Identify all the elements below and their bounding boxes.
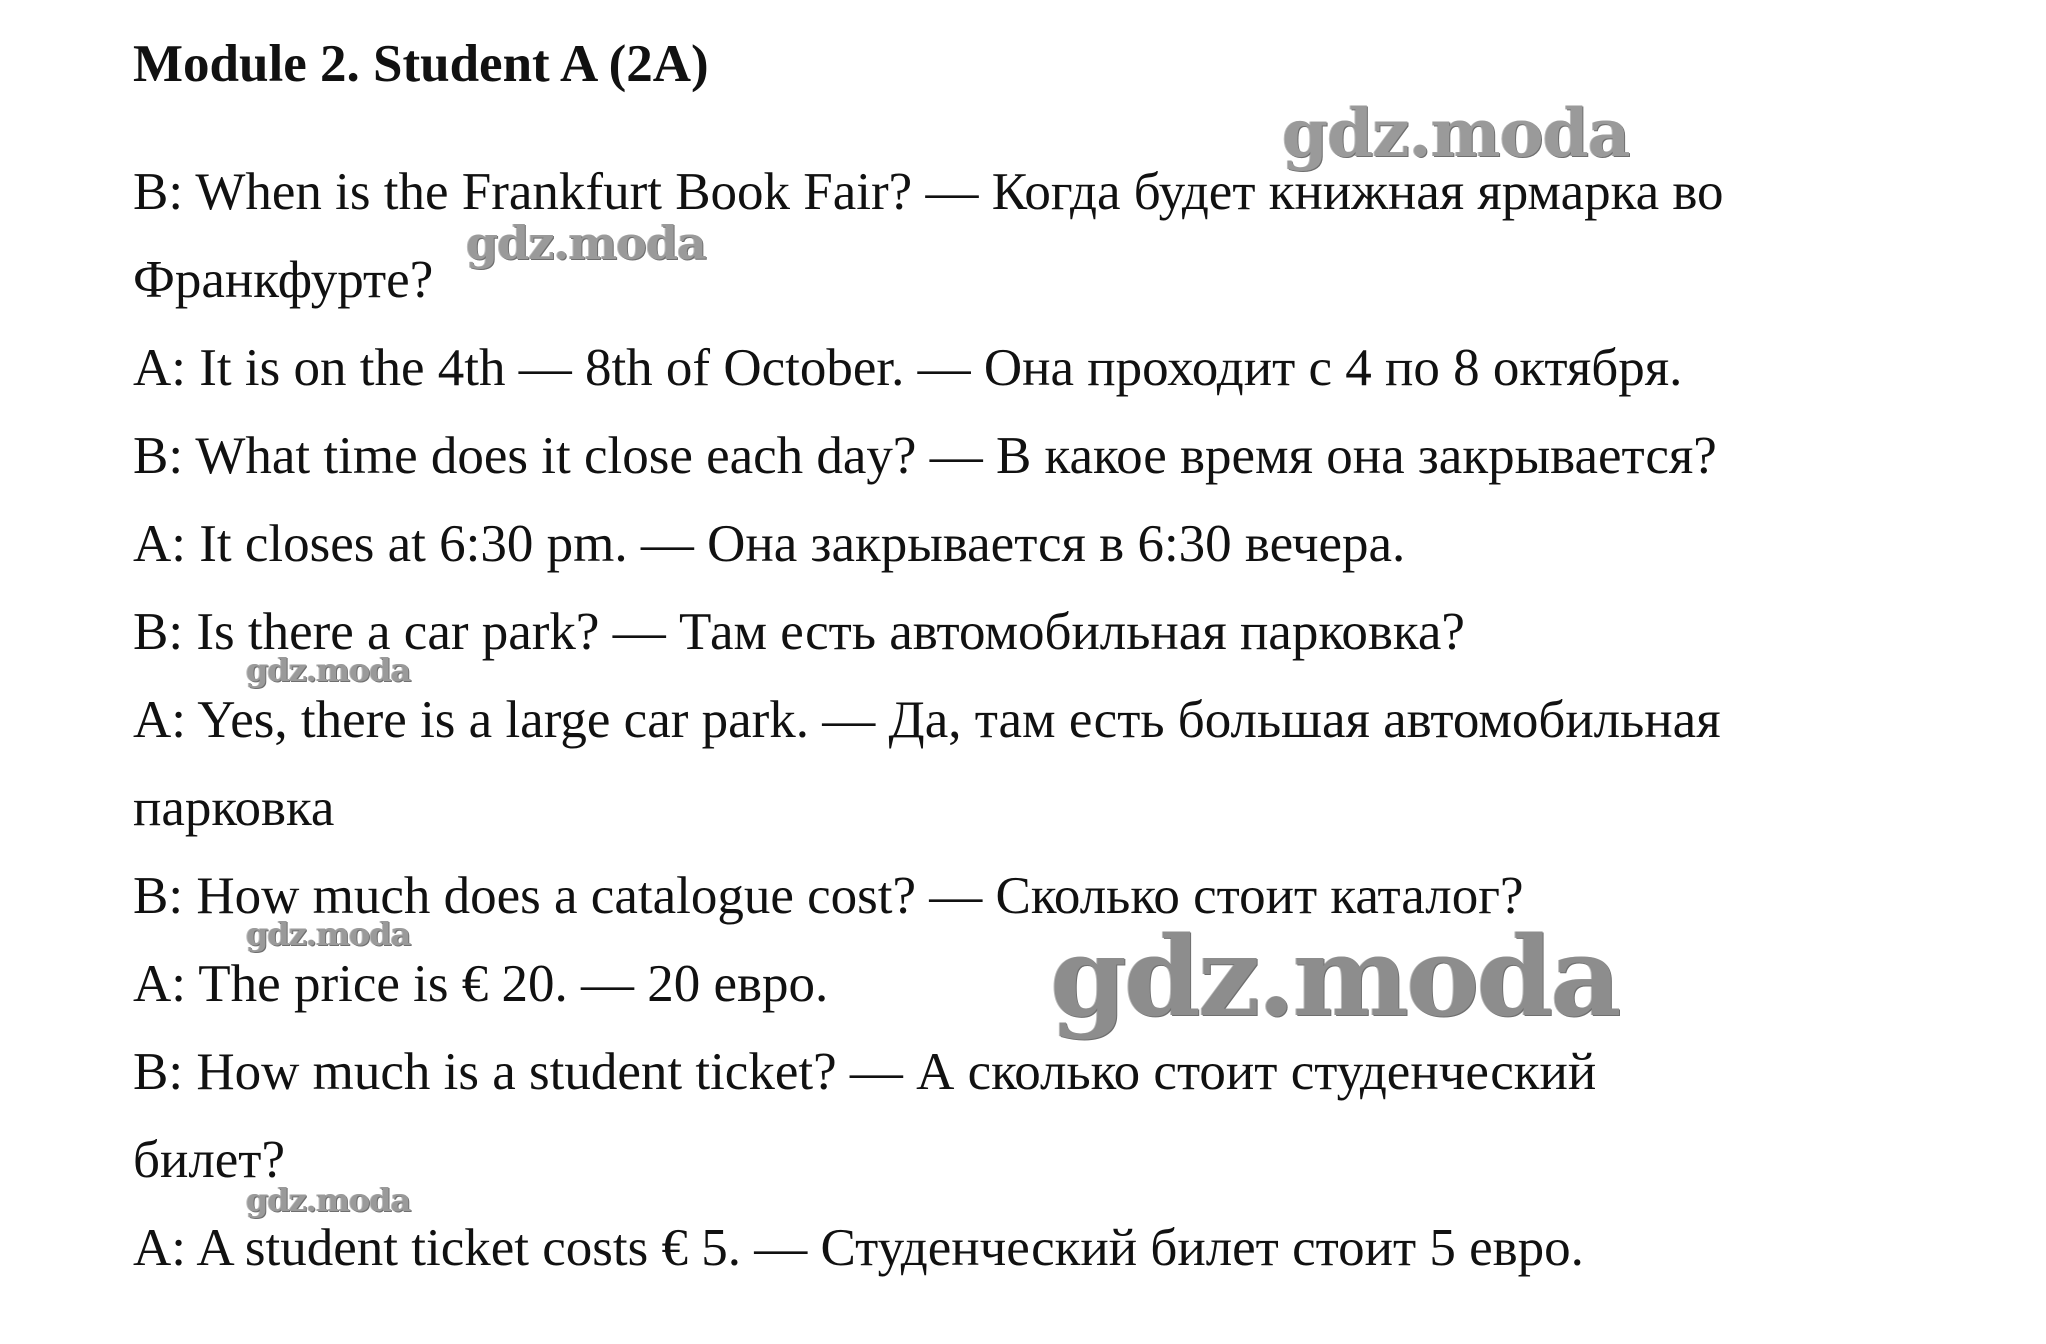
dialogue-line: Франкфурте? xyxy=(133,251,434,309)
dialogue-line: B: Is there a car park? — Там есть автомобильная парковка? xyxy=(133,603,1465,661)
watermark-logo: gdz.moda xyxy=(246,1181,411,1219)
dialogue-line: B: How much is a student ticket? — А сколько стоит студенческий xyxy=(133,1043,1597,1101)
dialogue-line: парковка xyxy=(133,779,335,837)
dialogue-line: билет? xyxy=(133,1131,285,1189)
dialogue-line: B: What time does it close each day? — В какое время она закрывается? xyxy=(133,427,1717,485)
dialogue-line: A: It is on the 4th — 8th of October. — Она проходит с 4 по 8 октября. xyxy=(133,339,1683,397)
dialogue-line: A: The price is € 20. — 20 евро. xyxy=(133,955,829,1013)
document-title: Module 2. Student A (2A) xyxy=(133,35,709,93)
dialogue-line: B: How much does a catalogue cost? — Сколько стоит каталог? xyxy=(133,867,1524,925)
dialogue-line: A: Yes, there is a large car park. — Да, там есть большая автомобильная xyxy=(133,691,1721,749)
dialogue-line: A: A student ticket costs € 5. — Студенческий билет стоит 5 евро. xyxy=(133,1219,1584,1277)
watermark-logo: gdz.moda xyxy=(466,216,706,270)
watermark-logo: gdz.moda xyxy=(246,915,411,953)
watermark-logo: gdz.moda xyxy=(246,651,411,689)
dialogue-line: A: It closes at 6:30 pm. — Она закрывается в 6:30 вечера. xyxy=(133,515,1406,573)
dialogue-line: B: When is the Frankfurt Book Fair? — Когда будет книжная ярмарка во xyxy=(133,163,1724,221)
watermark-logo: gdz.moda xyxy=(1282,94,1630,172)
watermark-logo: gdz.moda xyxy=(1050,912,1619,1041)
